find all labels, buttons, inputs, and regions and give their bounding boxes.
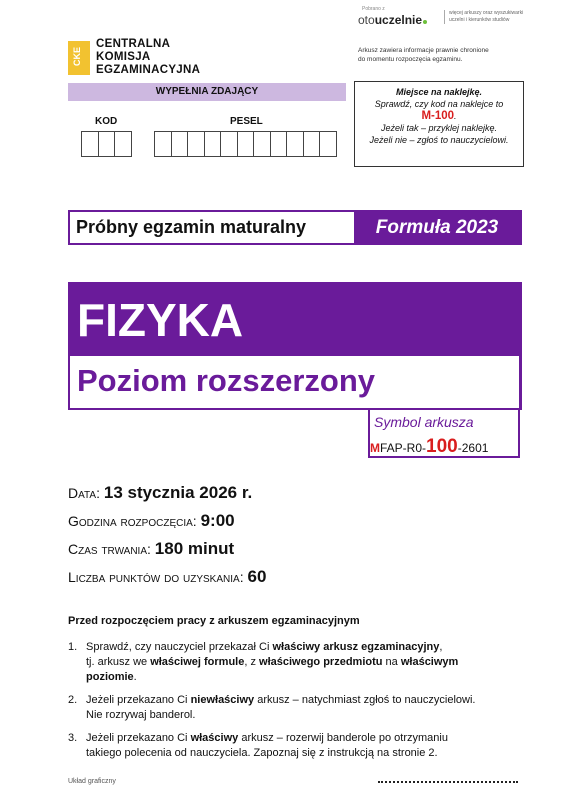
pesel-cell[interactable] — [237, 131, 255, 157]
pesel-cell[interactable] — [253, 131, 271, 157]
cke-name-line: KOMISJA — [96, 51, 151, 63]
partner-brand-light: oto — [358, 13, 375, 27]
cke-logo-mark: CKE — [72, 47, 82, 67]
instruction-text: , z — [244, 656, 260, 668]
footer-dotted-line — [378, 781, 518, 783]
partner-desc-line: więcej arkuszy oraz wyszukiwarki — [449, 10, 524, 16]
instruction-bold: poziomie — [86, 671, 134, 683]
sticker-line: Jeżeli nie – zgłoś to nauczycielowi. — [369, 135, 509, 145]
instruction-number: 1. — [68, 641, 78, 653]
symbol-code — [370, 436, 488, 458]
kod-cell[interactable] — [98, 131, 116, 157]
duration-label: Czas trwania: — [68, 541, 151, 557]
instruction-text: Nie rozrywaj banderol. — [86, 709, 196, 721]
instruction-item — [68, 731, 528, 761]
instruction-bold: właściwym — [400, 656, 459, 668]
cke-logo — [68, 41, 90, 75]
exam-formula: Formuła 2023 — [354, 212, 520, 243]
pesel-field[interactable] — [154, 131, 336, 157]
instruction-text: arkusz – rozerwij banderole po otrzymaniu — [238, 732, 448, 744]
pesel-cell[interactable] — [270, 131, 288, 157]
instruction-text: arkusz – natychmiast zgłoś to nauczycielowi. — [254, 694, 476, 706]
points-label: Liczba punktów do uzyskania: — [68, 569, 244, 585]
symbol-prefix: FAP-R0- — [380, 441, 427, 455]
instruction-number: 2. — [68, 694, 78, 706]
symbol-suffix: -2601 — [457, 441, 489, 455]
pesel-cell[interactable] — [171, 131, 189, 157]
exam-band — [68, 210, 522, 245]
kod-label: KOD — [95, 116, 118, 127]
meta-points — [68, 567, 266, 587]
sticker-area — [354, 81, 524, 167]
instruction-bold: właściwej formule — [150, 656, 245, 668]
instruction-bold: właściwego przedmiotu — [259, 656, 383, 668]
instruction-text: Sprawdź, czy nauczyciel przekazał Ci — [86, 641, 273, 653]
legal-note-line: Arkusz zawiera informacje prawnie chronione — [358, 47, 489, 54]
legal-note-line: do momentu rozpoczęcia egzaminu. — [358, 56, 463, 63]
partner-pre-label: Pobrano z — [362, 6, 385, 12]
start-label: Godzina rozpoczęcia: — [68, 513, 197, 529]
pesel-cell[interactable] — [319, 131, 337, 157]
kod-field[interactable] — [81, 131, 131, 157]
pesel-cell[interactable] — [187, 131, 205, 157]
pesel-cell[interactable] — [220, 131, 238, 157]
meta-duration — [68, 539, 234, 559]
date-label: Data: — [68, 485, 100, 501]
instruction-number: 3. — [68, 732, 78, 744]
sticker-title: Miejsce na naklejkę. — [395, 87, 483, 97]
duration-value: 180 minut — [154, 539, 235, 558]
instruction-text: tj. arkusz we — [86, 656, 151, 668]
exam-type: Próbny egzamin maturalny — [70, 212, 354, 243]
meta-date — [68, 483, 252, 503]
pesel-cell[interactable] — [204, 131, 222, 157]
instruction-text: Jeżeli przekazano Ci — [86, 732, 191, 744]
footer-label: Układ graficzny — [68, 778, 116, 785]
kod-cell[interactable] — [114, 131, 132, 157]
sticker-line: Sprawdź, czy kod na naklejce to — [374, 99, 504, 109]
fill-section-heading: WYPEŁNIA ZDAJĄCY — [155, 86, 259, 97]
cke-name-line: CENTRALNA — [96, 38, 171, 50]
points-value: 60 — [247, 567, 267, 586]
pesel-cell[interactable] — [154, 131, 172, 157]
symbol-label: Symbol arkusza — [374, 414, 474, 430]
partner-description — [444, 10, 523, 24]
instruction-text: na — [382, 656, 401, 668]
instruction-item — [68, 640, 528, 685]
sticker-code-suffix: . — [454, 111, 457, 121]
instruction-bold: niewłaściwy — [190, 694, 255, 706]
fill-section-header — [68, 83, 346, 101]
legal-note — [358, 46, 489, 64]
partner-desc-line: uczelni i kierunków studiów — [449, 17, 510, 23]
instruction-item — [68, 693, 528, 723]
instruction-text: , — [439, 641, 443, 653]
cke-name — [96, 38, 200, 77]
level-title: Poziom rozszerzony — [77, 363, 375, 398]
instruction-bold: właściwy arkusz egzaminacyjny — [272, 641, 440, 653]
symbol-m: M — [370, 441, 380, 455]
start-value: 9:00 — [200, 511, 235, 530]
brand-dot-icon — [423, 20, 427, 24]
pesel-cell[interactable] — [286, 131, 304, 157]
pesel-cell[interactable] — [303, 131, 321, 157]
symbol-number: 100 — [426, 436, 458, 457]
date-value: 13 stycznia 2026 r. — [103, 483, 253, 502]
subject-title: FIZYKA — [77, 294, 244, 346]
partner-brand-bold: uczelnie — [374, 13, 423, 27]
instruction-text: Jeżeli przekazano Ci — [86, 694, 191, 706]
instruction-text: takiego polecenia od nauczyciela. Zapoznaj się z instrukcją na stronie 2. — [86, 747, 438, 759]
cke-name-line: EGZAMINACYJNA — [96, 64, 201, 76]
instructions-heading: Przed rozpoczęciem pracy z arkuszem egzaminacyjnym — [68, 615, 360, 627]
meta-start — [68, 511, 235, 531]
sticker-line: Jeżeli tak – przyklej naklejkę. — [380, 123, 498, 133]
sticker-code: M-100 — [421, 110, 455, 122]
kod-cell[interactable] — [81, 131, 99, 157]
partner-brand-link[interactable] — [358, 13, 427, 27]
pesel-label: PESEL — [230, 116, 263, 127]
instruction-text: . — [133, 671, 137, 683]
instruction-bold: właściwy — [190, 732, 239, 744]
